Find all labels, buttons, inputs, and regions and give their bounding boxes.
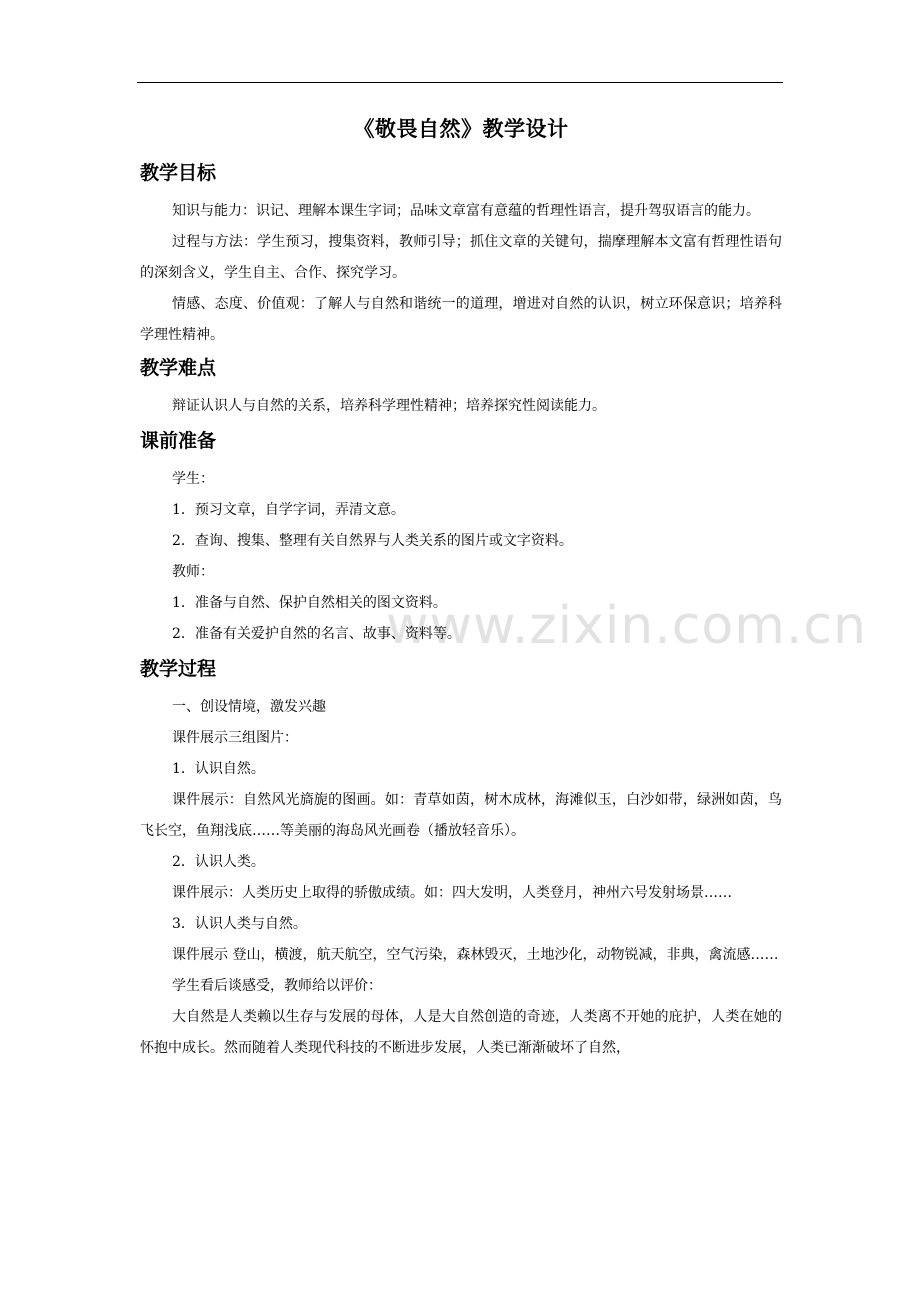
section-preparation (140, 426, 782, 650)
paragraph: 知识与能力：识记、理解本课生字词；品味文章富有意蕴的哲理性语言，提升驾驭语言的能力。 (172, 203, 760, 219)
paragraph: 辩证认识人与自然的关系，培养科学理性精神；培养探究性阅读能力。 (172, 398, 606, 414)
document-body (140, 112, 782, 1064)
paragraph: 2．准备有关爱护自然的名言、故事、资料等。 (172, 626, 461, 642)
paragraph: 学生： (172, 471, 214, 487)
section-heading: 教学难点 (140, 357, 217, 379)
section-objectives (140, 158, 782, 351)
paragraph: 教师： (172, 564, 214, 580)
section-heading: 课前准备 (140, 430, 217, 452)
paragraph: 2．认识人类。 (172, 854, 265, 870)
paragraph: 1．准备与自然、保护自然相关的图文资料。 (172, 595, 447, 611)
paragraph: 课件展示：人类历史上取得的骄傲成绩。如：四大发明，人类登月，神州六号发射场景…… (172, 885, 732, 901)
paragraph: 课件展示三组图片： (172, 730, 298, 746)
section-difficulties (140, 353, 782, 422)
watermark: www.zixin.com.cn (386, 596, 867, 656)
document-title: 《敬畏自然》教学设计 (353, 117, 569, 141)
paragraph: 1．预习文章，自学字词，弄清文意。 (172, 502, 405, 518)
paragraph: 2．查询、搜集、整理有关自然界与人类关系的图片或文字资料。 (172, 533, 573, 549)
paragraph: 课件展示 登山，横渡，航天航空，空气污染，森林毁灭，土地沙化，动物锐减，非典，禽流感…… (172, 947, 779, 963)
paragraph: 一、创设情境，激发兴趣 (172, 699, 326, 715)
paragraph: 1．认识自然。 (172, 761, 265, 777)
paragraph: 情感、态度、价值观：了解人与自然和谐统一的道理，增进对自然的认识，树立环保意识；培养科学理性精神。 (140, 296, 782, 343)
section-heading: 教学过程 (140, 658, 217, 680)
paragraph: 大自然是人类赖以生存与发展的母体，人是大自然创造的奇迹，人类离不开她的庇护，人类在她的怀抱中成长。然而随着人类现代科技的不断进步发展，人类已渐渐破坏了自然， (140, 1009, 782, 1056)
paragraph: 3．认识人类与自然。 (172, 916, 307, 932)
paragraph: 课件展示：自然风光旖旎的图画。如：青草如茵，树木成林，海滩似玉，白沙如带，绿洲如茵，鸟飞长空，鱼翔浅底……等美丽的海岛风光画卷（播放轻音乐）。 (140, 792, 782, 839)
paragraph: 学生看后谈感受，教师给以评价： (172, 978, 382, 994)
section-heading: 教学目标 (140, 162, 217, 184)
header-rule (137, 82, 783, 83)
paragraph: 过程与方法：学生预习，搜集资料，教师引导；抓住文章的关键句，揣摩理解本文富有哲理性语句的深刻含义，学生自主、合作、探究学习。 (140, 234, 782, 281)
section-process (140, 654, 782, 1064)
